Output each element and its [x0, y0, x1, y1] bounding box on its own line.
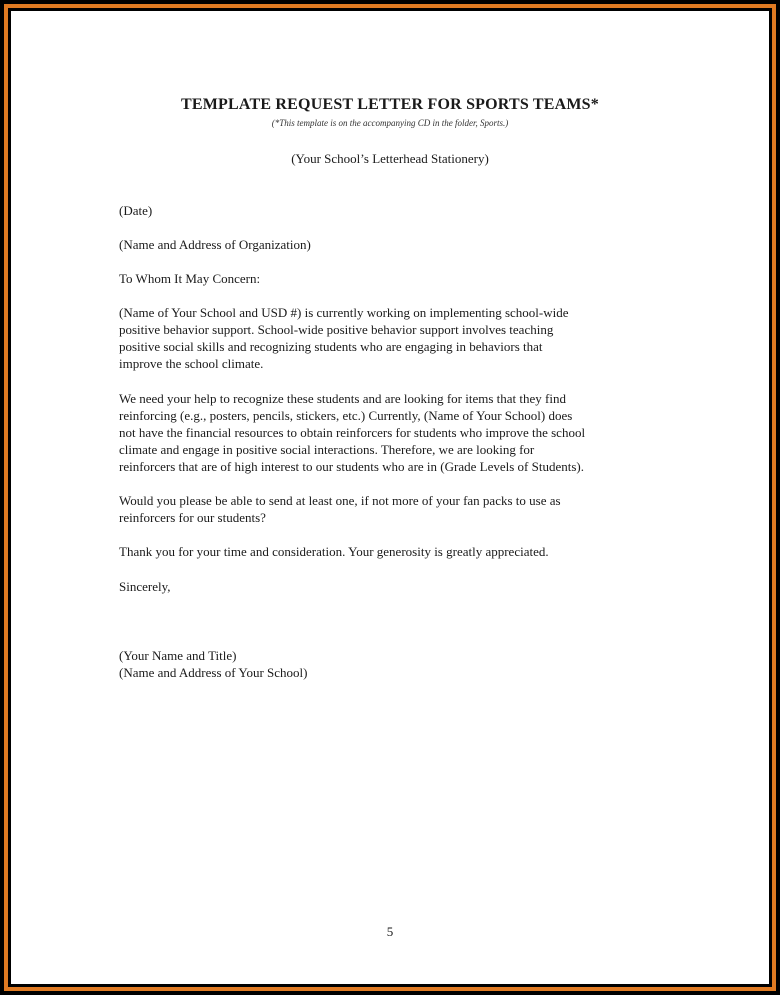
paragraph-1-line: positive social skills and recognizing students who are engaging in behaviors that — [119, 339, 543, 354]
signature-name: (Your Name and Title) — [119, 648, 237, 663]
paragraph-2-line: climate and engage in positive social interactions. Therefore, we are looking for — [119, 442, 535, 457]
paragraph-4: Thank you for your time and consideration. Your generosity is greatly appreciated. — [119, 544, 549, 559]
salutation: To Whom It May Concern: — [119, 271, 261, 286]
paragraph-3-line: reinforcers for our students? — [119, 510, 266, 525]
closing: Sincerely, — [119, 579, 171, 594]
paragraph-1-line: (Name of Your School and USD #) is currently working on implementing school-wide — [119, 305, 569, 320]
signature-address: (Name and Address of Your School) — [119, 665, 308, 680]
paragraph-2 — [119, 390, 679, 475]
letterhead-placeholder: (Your School’s Letterhead Stationery) — [291, 151, 489, 166]
paragraph-2-line: reinforcing (e.g., posters, pencils, stickers, etc.) Currently, (Name of Your School) does — [119, 408, 573, 423]
paragraph-2-line: reinforcers that are of high interest to our students who are in (Grade Levels of Students). — [119, 459, 584, 474]
paragraph-1 — [119, 304, 679, 372]
paragraph-2-line: We need your help to recognize these students and are looking for items that they find — [119, 391, 566, 406]
document-title: TEMPLATE REQUEST LETTER FOR SPORTS TEAMS* — [181, 96, 599, 113]
document-subtitle: (*This template is on the accompanying CD in the folder, Sports.) — [271, 118, 509, 128]
paragraph-1-line: improve the school climate. — [119, 356, 264, 371]
paragraph-3 — [119, 492, 679, 526]
paragraph-1-line: positive behavior support. School-wide positive behavior support involves teaching — [119, 322, 554, 337]
letter-page — [11, 11, 769, 984]
paragraph-3-line: Would you please be able to send at least one, if not more of your fan packs to use as — [119, 493, 561, 508]
paragraph-2-line: not have the financial resources to obtain reinforcers for students who improve the school — [119, 425, 586, 440]
page-number: 5 — [386, 924, 394, 939]
recipient-line: (Name and Address of Organization) — [119, 237, 311, 252]
date-line: (Date) — [119, 203, 153, 218]
